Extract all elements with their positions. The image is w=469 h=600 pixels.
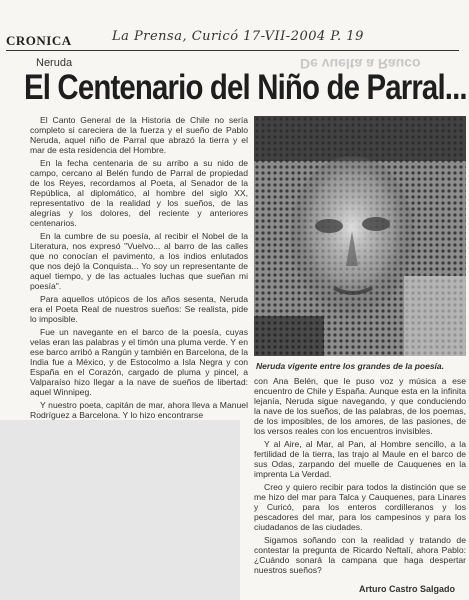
author-byline: Arturo Castro Salgado [358, 584, 455, 594]
body-paragraph: con Ana Belén, que le puso voz y música a ese encuentro de Chile y España. Aunque esta en la infinita lejanía, Neruda sigue navegando, y que conduciendo la nave de los sueños, de las palabras, de los poemas, de los imposibles, de los amores, de las pasiones, de los versos reales con los encuentros invisibles. [254, 376, 466, 436]
body-paragraph: En la fecha centenaria de su arribo a su nido de campo, cercano al Belén fundo de Parral de propiedad de los Reyes, recordamos al Poeta, al Senador de la República, al diplomático, al hombre del siglo XX, representativo de la realidad y los sueños, de las alegrías y los dolores, del reciente y anteriores centenarios. [30, 158, 248, 228]
section-title: CRONICA [6, 33, 72, 48]
body-paragraph: Y nuestro poeta, capitán de mar, ahora lleva a Manuel Rodríguez a Barcelona. Y lo hizo encontrarse [30, 400, 248, 420]
body-paragraph: Sigamos soñando con la realidad y tratando de contestar la pregunta de Ricardo Neftalí, ahora Pablo: ¿Cuándo sonará la campana que haga despertar nuestros sueños? [254, 535, 466, 575]
body-paragraph: Creo y quiero recibir para todos la distinción que se me hizo del mar para Talca y Cauquenes, para Linares y Curicó, para los enteros cordilleranos y los pescadores del mar, para los campesinos y para los ciudadanos de las ciudades. [254, 482, 466, 532]
body-paragraph: En la cumbre de su poesía, al recibir el Nobel de la Literatura, nos expresó "Vuelvo... al barro de las calles que no conocían el pavimento, a los indios enlutados que nos dejó la Conquista... Yo soy un representante de aquel tiempo, y de las actuales luchas que sueñan mi poesía". [30, 231, 248, 291]
body-paragraph: El Canto General de la Historia de Chile no sería completo si careciera de la fuerza y el sueño de Pablo Neruda, aquel niño de Parral que abrazó la tierra y el mar de esta residencia del Hombre. [30, 115, 248, 155]
body-paragraph: Para aquellos utópicos de los años sesenta, Neruda era el Poeta Real de nuestros sueños: Se realista, pide lo imposible. [30, 294, 248, 324]
neruda-photo [254, 116, 466, 356]
body-paragraph: Fue un navegante en el barco de la poesía, cuyas velas eran las palabras y el timón una pluma verde. Y en ese barco arribó a Rangún y también en Barcelona, de la India fue a México, y de Estocolmo a Isla Negra y con España en el Corazón, cargado de pluma y pincel, a Valparaíso hizo llegar a la nave de sueños de libertad: aquel Winnipeg. [30, 327, 248, 397]
bleed-through-text: De vuelta a Rauco [300, 56, 421, 72]
body-paragraph: Y al Aire, al Mar, al Pan, al Hombre sencillo, a la fertilidad de la tierra, las trajo al Maule en el barco de sus Odas, zarpando del muelle de Cauquenes en la imprenta La Verdad. [254, 439, 466, 479]
header-rule [6, 50, 459, 51]
article-body-left-column [30, 115, 248, 423]
photo-caption: Neruda vigente entre los grandes de la poesía. [256, 361, 445, 371]
article-kicker: Neruda [36, 57, 73, 69]
article-body-right-column [254, 376, 466, 578]
faded-margin-area [0, 420, 240, 600]
article-headline: El Centenario del Niño de Parral... [24, 68, 467, 107]
handwritten-date-note: La Prensa, Curicó 17-VII-2004 P. 19 [112, 29, 364, 44]
